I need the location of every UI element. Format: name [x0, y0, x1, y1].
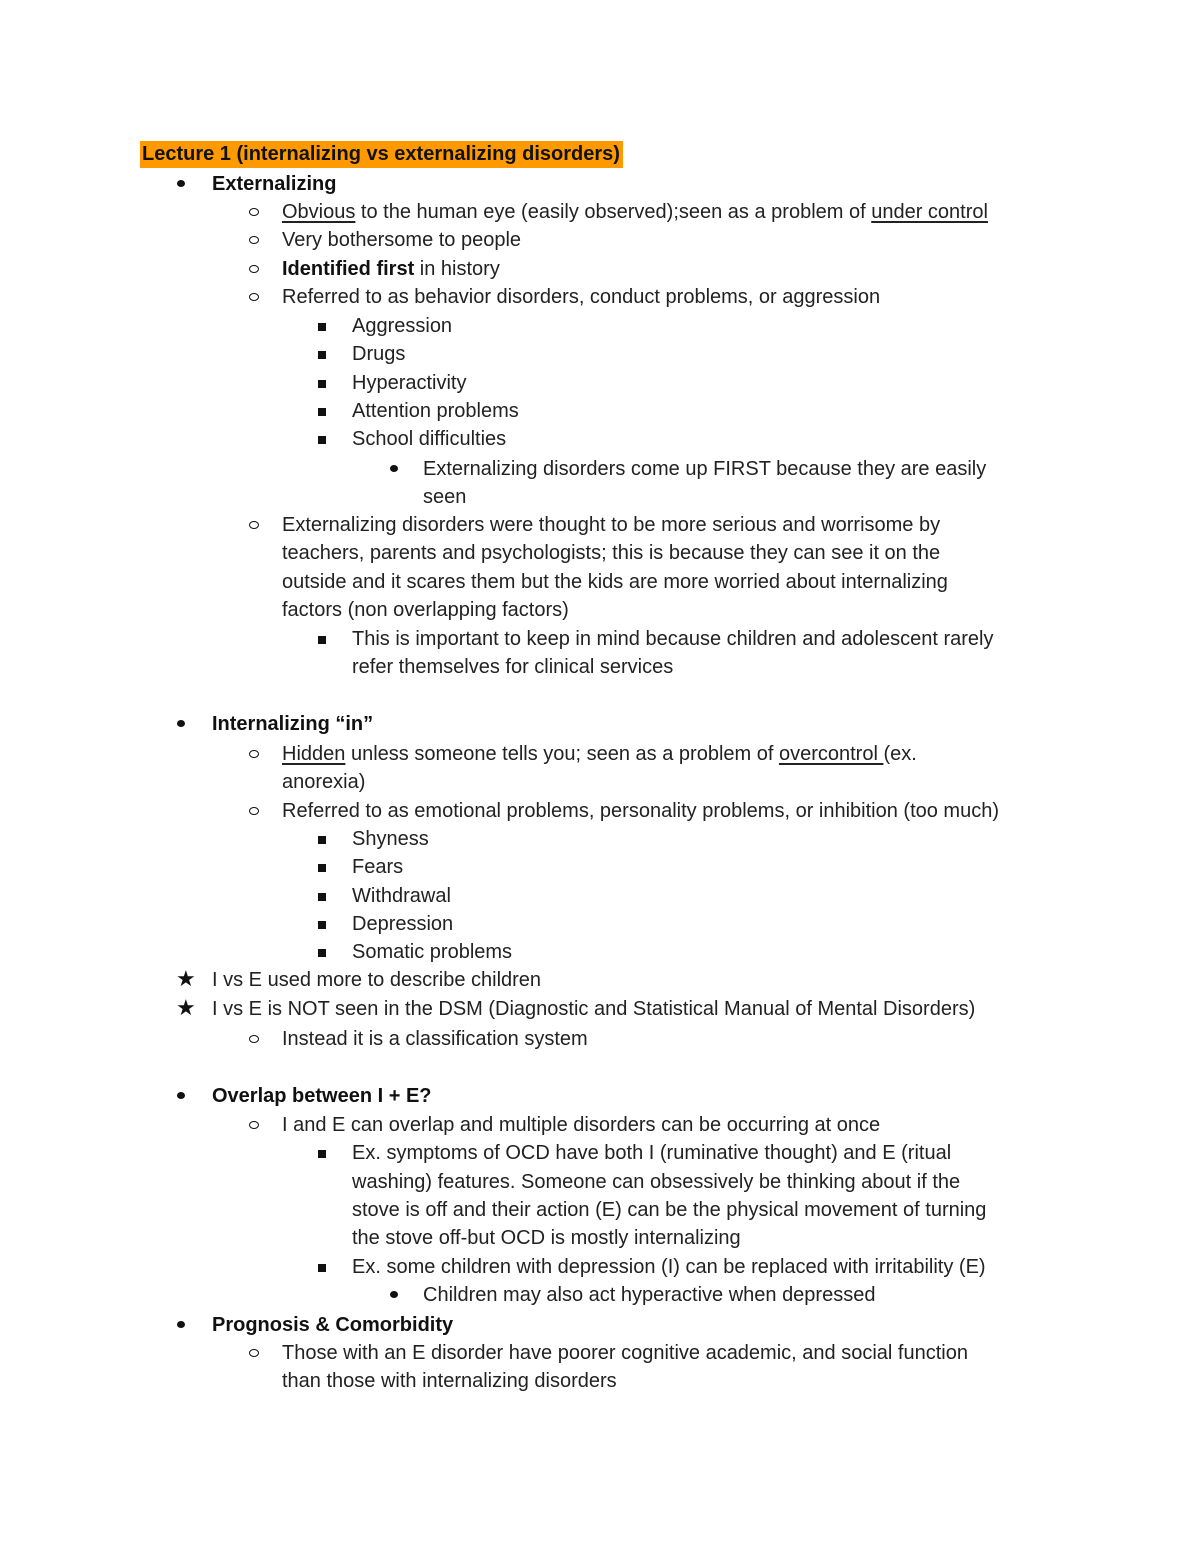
overlap-line: I and E can overlap and multiple disorders can be occurring at once: [282, 1114, 881, 1136]
under-control-text: under control: [871, 201, 988, 223]
bullet-circle: [249, 236, 259, 244]
list-item: Fears: [352, 856, 404, 878]
list-item: Attention problems: [352, 400, 519, 422]
bullet-square: [318, 636, 326, 644]
star-icon: ★: [176, 967, 196, 992]
star-note-1: I vs E used more to describe children: [212, 969, 542, 991]
bullet-dot: [390, 465, 398, 472]
list-item: School difficulties: [352, 428, 507, 450]
bullet-square: [318, 893, 326, 901]
bullet-circle: [249, 750, 259, 758]
internalizing-line-hidden: [282, 740, 917, 768]
identified-rest: in history: [414, 258, 500, 280]
list-item: Hyperactivity: [352, 372, 467, 394]
obvious-rest: to the human eye (easily observed);seen as a problem of: [355, 201, 872, 223]
prognosis-heading: Prognosis & Comorbidity: [212, 1314, 454, 1336]
note-line-1: Externalizing disorders come up FIRST because they are easily: [423, 458, 987, 480]
bullet-square: [318, 408, 326, 416]
list-item: Aggression: [352, 315, 453, 337]
identified-first-text: Identified first: [282, 258, 415, 280]
list-item: Drugs: [352, 343, 406, 365]
important-line-1: This is important to keep in mind because children and adolescent rarely: [352, 628, 994, 650]
depression-example-line: Ex. some children with depression (I) can be replaced with irritability (E): [352, 1256, 986, 1278]
ocd-example-line: Ex. symptoms of OCD have both I (ruminative thought) and E (ritual: [352, 1142, 952, 1164]
externalizing-line-obvious: [282, 198, 988, 226]
list-item: Shyness: [352, 828, 429, 850]
hyperactive-line: Children may also act hyperactive when depressed: [423, 1284, 876, 1306]
obvious-text: Obvious: [282, 201, 356, 223]
bullet-dot: [177, 1092, 185, 1099]
classification-line: Instead it is a classification system: [282, 1028, 588, 1050]
bullet-circle: [249, 265, 259, 273]
bullet-circle: [249, 1035, 259, 1043]
bullet-square: [318, 380, 326, 388]
externalizing-line-identified: [282, 255, 500, 283]
bullet-circle: [249, 293, 259, 301]
internalizing-line-anorexia: anorexia): [282, 771, 366, 793]
bullet-square: [318, 1150, 326, 1158]
star-note-2: I vs E is NOT seen in the DSM (Diagnostic and Statistical Manual of Mental Disorders): [212, 998, 976, 1020]
bullet-circle: [249, 1349, 259, 1357]
bullet-circle: [249, 521, 259, 529]
hidden-text: Hidden: [282, 743, 346, 765]
bullet-dot: [177, 1321, 185, 1328]
overcontrol-text: overcontrol: [778, 743, 884, 765]
important-line-2: refer themselves for clinical services: [352, 656, 674, 678]
bullet-square: [318, 949, 326, 957]
bullet-square: [318, 836, 326, 844]
bullet-square: [318, 323, 326, 331]
ocd-example-line: washing) features. Someone can obsessively be thinking about if the: [352, 1171, 961, 1193]
note-line-2: seen: [423, 486, 467, 508]
bullet-circle: [249, 1121, 259, 1129]
paragraph-line: Externalizing disorders were thought to be more serious and worrisome by: [282, 514, 941, 536]
externalizing-line-bothersome: Very bothersome to people: [282, 229, 522, 251]
bullet-circle: [249, 807, 259, 815]
internalizing-line-referred: Referred to as emotional problems, personality problems, or inhibition (too much): [282, 800, 1000, 822]
externalizing-heading: Externalizing: [212, 173, 337, 195]
hidden-rest: unless someone tells you; seen as a problem of: [345, 743, 779, 765]
ocd-example-line: the stove off-but OCD is mostly internalizing: [352, 1227, 741, 1249]
list-item: Depression: [352, 913, 454, 935]
externalizing-line-referred: Referred to as behavior disorders, conduct problems, or aggression: [282, 286, 881, 308]
internalizing-heading: Internalizing “in”: [212, 713, 374, 735]
list-item: Withdrawal: [352, 885, 451, 907]
bullet-circle: [249, 208, 259, 216]
hidden-ex: (ex.: [883, 743, 917, 765]
list-item: Somatic problems: [352, 941, 513, 963]
star-icon: ★: [176, 996, 196, 1021]
bullet-square: [318, 436, 326, 444]
bullet-square: [318, 864, 326, 872]
prognosis-line: Those with an E disorder have poorer cognitive academic, and social function: [282, 1342, 968, 1364]
bullet-dot: [390, 1291, 398, 1298]
paragraph-line: outside and it scares them but the kids are more worried about internalizing: [282, 571, 948, 593]
bullet-dot: [177, 180, 185, 187]
lecture-title: Lecture 1 (internalizing vs externalizing disorders): [140, 141, 623, 168]
prognosis-line: than those with internalizing disorders: [282, 1370, 617, 1392]
bullet-dot: [177, 720, 185, 727]
bullet-square: [318, 921, 326, 929]
overlap-heading: Overlap between I + E?: [212, 1085, 432, 1107]
bullet-square: [318, 351, 326, 359]
paragraph-line: factors (non overlapping factors): [282, 599, 569, 621]
bullet-square: [318, 1264, 326, 1272]
ocd-example-line: stove is off and their action (E) can be the physical movement of turning: [352, 1199, 987, 1221]
paragraph-line: teachers, parents and psychologists; this is because they can see it on the: [282, 542, 941, 564]
